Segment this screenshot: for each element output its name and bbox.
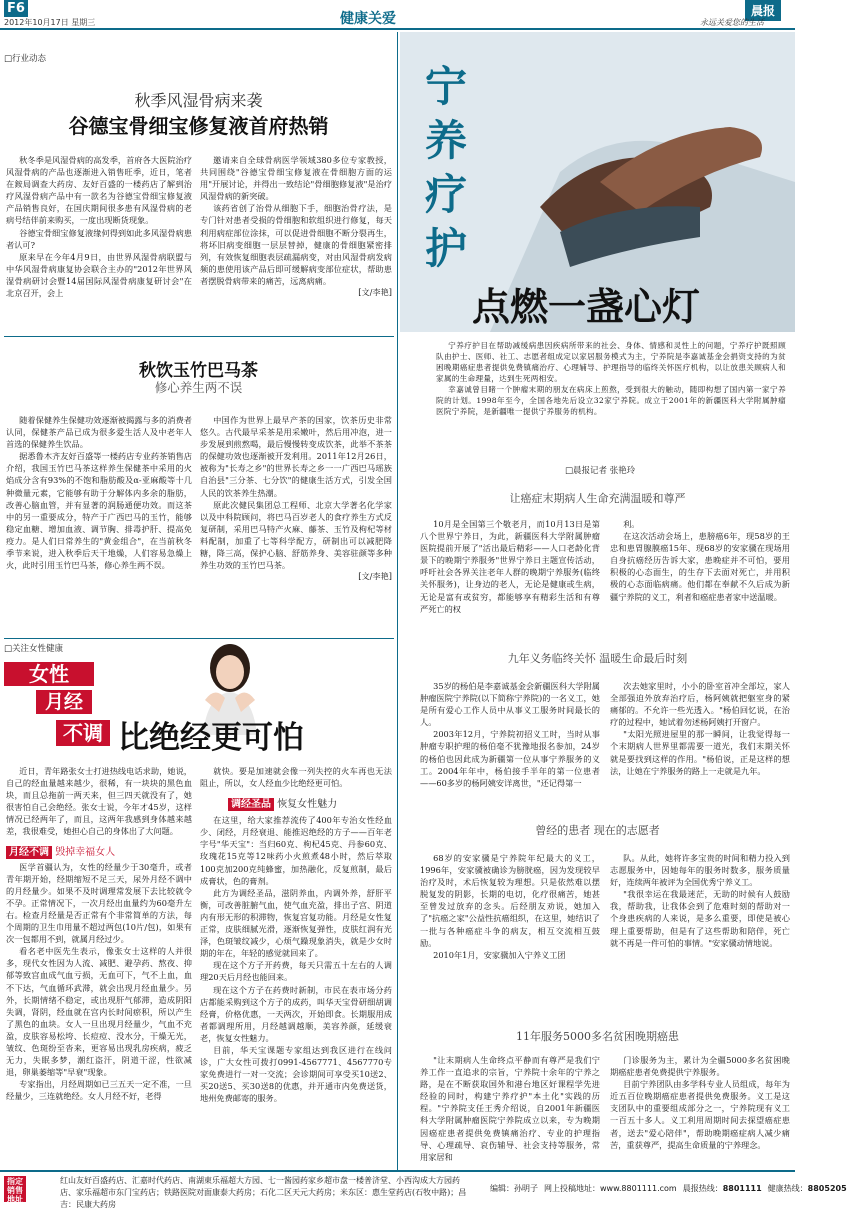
banner-vertical-title: 宁 养 疗 护 [424,62,467,273]
column-divider [397,32,398,1170]
date-line: 2012年10月17日 星期三 [4,18,96,27]
divider [4,638,394,639]
art1-title: 谷德宝骨细宝修复液首府热销 [68,114,329,138]
right-sec2-title: 九年义务临终关怀 温暖生命最后时刻 [507,652,688,665]
art3-title: 比绝经更可怕 [118,720,304,756]
art2-byline: [文/李艳] [358,571,392,582]
headline-word-3: 不调 [56,720,110,746]
divider [4,336,394,337]
art2-col1: 随着保健养生保健功效逐渐被揭露与多的消费者认同，保健茶产品已成为很多爱生活人及中老年人首选的保健养生饮品。 据悉鲁木齐友好百盛等一楼药店专业药茶销售店介绍，我国玉竹巴马茶这样养生保健茶中采用的火焰成分含有93%的不饱和脂肪酸及α-亚麻酸等十几种微量元素，它能够有助于分解体内多余的脂肪，改善心脑血管，并有显著的润肠通便功效。而这茶中的另一重要成分，特产于广西巴马的玉竹，能够稳定血糖、增加血液、调节胸、排毒护肝、提高免疫力。是人们日常养生的"黄金组合"，在当前秋冬季节来说，进入秋季后天干地燥，人们容易急燥上火，此时引用玉竹巴马茶，修心养生两不误。 [6,415,192,571]
footer [0,1170,847,1209]
art2-col2: 中国作为世界上最早产茶的国家，饮茶历史非常悠久。古代最早采茶是用采嫩叶，然后用冲泡，进一步发展到煎熬喝，最后慢慢转变成饮茶，此举不茶茶的保健功效也逐渐被开发利用。2011年12月26日，被称为"长寿之乡"的世界长寿之乡一一广西巴马瑶族自治县"三分茶、七分饮"的健康生活方式，引发全国人民的饮茶养生热潮。 原此次健民集团总工程师、北京大学著名化学家以及中科院顾问，将巴马百岁老人的食疗养生方式反复研制，采用巴马特产火麻、藤茶、玉竹及枸杞等材料配制，加重了七等科学配方，研制出可以减肥降糖，降三高，保护心脑、舒筋养身、美容驻颜等多种养生功效的玉竹巴马茶。 [文/李艳] [200,415,392,582]
headline-word-2: 月经 [36,690,92,714]
right-sec1-title: 让癌症末期病人生命充满温暖和尊严 [509,492,686,505]
reporter-tag: □晨报记者 张艳玲 [565,466,636,476]
tag-women-health: □关注女性健康 [4,644,64,654]
masthead [0,0,795,30]
right-sec1-col2: 利。 在这次活动会场上，患膀癌6年，现58岁的王忠和患胃腺膜癌15年、现68岁的安家骥在现场用自身抗癌经历告诉大家，患晚症并不可怕，要用积极的心态面生，的生存下去面对死亡，并用积极的心态面临病痛。他们都在奉献不久后成为新疆宁养院的义工，利者和癌症患者家中送温暖。 [610,519,790,602]
store-list: 红山友好百盛药店、汇嘉时代药店、南湖東乐福超大方园、七一酱园药家乡超市盘一楼普济堂、小西沟成大方园药店、家乐福超市东门宝药店；铁路医院对面康泰大药房；石化二区天元大药房；米东区：惠生堂药店(石牧中路)；昌吉：民康大药房 [60,1176,467,1209]
art2-subtitle: 修心养生两不误 [154,380,243,395]
right-sec1-col1: 10月是全国第三个敬老月，而10月13日是第八个世界宁养日，为此，新疆医科大学附属肿瘤医院提前开展了"活出最后精彩——人口老龄化背景下的晚期宁养服务"世界宁养日主题宣传活动，呼吁社会各界关注老年人群的晚期宁养服务(临终关怀服务)，让身边的老人，无论是健康或生病，无论是富有或贫穷，都能够享有精彩生活和有尊严死亡的权 [420,519,600,614]
footer-info: 编辑：孙明子 网上投稿地址：www.8801111.com 晨报热线：8801111 健康热线：8805205 [490,1176,795,1202]
art3-box2: 调经圣品 恢复女性魅力 [228,795,392,810]
section-title: 健康关爱 [340,11,396,27]
right-sec2-col1: 35岁的杨伯是李嘉诚基金会新疆医科大学附属肿瘤医院宁养院(以下简称宁养院)的一名义工，她是所有爱心工作人员中从事义工服务时间最长的人。 2003年12月，宁养院初招义工时，当时从事肿瘤专职护理的杨伯毫不犹豫地报名参加，24岁的杨伯也因此成为新疆第一位从事宁养服务的义工。2004年年中，杨伯接手半年的第一位患者——60多岁的杨阿姨安详离世，"还记得第一 [420,681,600,788]
art3-col2: 就快。要是加速就会像一列失控的火车再也无法阻止，所以，女人经血少比绝经更可怕。 调经圣品 恢复女性魅力 在这里，给大家推荐流传了400年专治女性经血少、闭经，月经衰退、能推迟绝经的方子——百年老字号"华天宝"：当归60克、枸杞45克、丹参60克、玫瑰花15克等12味药小火煎煮48小时，然后萃取100克加200克纯蜂蜜，加热融化，反复煎制，最后成膏状，色的膏剂。 此方为调经圣品，滋阴养血，内调外养，舒肝平衡，可改善脏腑气血，使气血充盈，排出子宫、阴道内有形无形的积滞物，恢复宫复功能。月经是女性复正常，皮肤细腻光滑，逐渐恢复弹性，皮肤红润有光泽，色斑皱纹减少，心烦气躁现象消失，就是少女时期的年在，年轻的感觉就回来了。 现在这个方子开药费，每天只需五十左右的人调理20天后月经也能回来。 现在这个方子在药费时新制，市民在表市场分药店都能采购到这个方子的成药，叫华天宝骨研细胡调经膏，价格优惠，一天两次，开始即食。长期服用成者都调理所用，月经越调越顺，美容养颜，延缓衰老，恢复女性魅力。 目前，华天宝课题专家组达到我区进行在线问诊，广大女性可拨打0991-4567771、4567770专家免费进行一对一交流；会诊期间可享受买10送2、买20送5、买30送8的优惠，并开通市内免费送货，地州免费邮寄的服务。 [200,766,392,1104]
editor: 编辑：孙明子 [490,1184,538,1193]
intro-text: 宁养疗护目在帮助减缓病患因疾病所带来的社会、身体、情感和灵性上的问题，宁养疗护既照顾队由护士、医师、社工、志愿者组成定以家居服务模式为主，宁养院是李嘉诚基金会捐资支持的为贫困晚期癌症患者提供免费镇痛治疗、心理辅导、护理指导的临终关怀医疗机构，以让放患关顾病人和家属的生命理量，达到生死两相安。 幸嘉诚曾目睹一个肿瘤末期的朋友在病床上煎熬，受到很大的触动，随即构想了国内第一家宁养院的计划。1998年至今，全国各地先后设立32家宁养院。成立于2001年的新疆医科大学附属肿瘤医院宁养院，是新疆唯一提供宁养服务的机构。 [436,341,786,416]
page-number: F6 [4,0,28,17]
store-label: 指定销售地址 [4,1176,26,1202]
art1-byline: [文/李艳] [358,287,392,298]
slogan: 永远关爱您的生活 [700,18,764,27]
tag-industry-news: □行业动态 [4,54,47,64]
hotline-1: 8801111 [722,1184,762,1193]
art1-col1: 秋冬季是风湿骨病的高发季，首府各大医院治疗风湿骨病的产品也逐渐进入销售旺季，近日，笔者在銨局调查大药房、友好百盛的一楼药店了解到治疗风湿骨病产品中有一款名为谷德宝骨细宝修复液产品销售良好，在国庆期间很多患有风湿骨病的老病号结伴前来购买，一度出现断货现象。 谷德宝骨细宝修复液缘何得到如此多风湿骨病患者认可? 原来早在今年4月9日，由世界风湿骨病联盟与中华风湿骨病康复协会联合主办的"2012年世界风湿骨病研讨会暨14届国际风湿骨病康复研讨会"在北京召开，会上 [6,155,192,299]
art1-col2: 邀请来自全球骨病医学领域380多位专家教授，共同围绕"谷德宝骨细宝修复液在骨细胞方面的运用"开展讨论，并得出一致结论"骨细胞修复液"是治疗风湿骨病的新突破。 该药省创了治骨从细胞下手，细胞治骨疗法，是专门针对患者受损的骨细胞和软组织进行修复，每天利用病症部位涂抹，可以促进骨细胞不断分裂再生，将坏旧病变细胞一层层替掉，健康的骨细胞紧密排列，有效恢复细胞表层疏漏病变，对由风湿骨病发病频的患使用该产品后即可缓解病变部位症状，帮助患者摆脱骨病带来的痛苦，远离病痛。 [文/李艳] [200,155,392,298]
hotline-2: 8805205 [807,1184,847,1193]
right-sec4-col1: "让末期病人生命终点平静而有尊严是我们宁养工作一直追求的宗旨，宁养院十余年的宁养之路，是在不断获取国外和港台地区好课程学先进经验的同时，构建宁养疗护"本土化"实践的历程。"宁养院支任王秀介绍说，自2001年新疆医科大学附属肿瘤医院宁养院成立以来，专为晚期因癌症患者提供免费镇痛治疗、专业的护理指导、心理疏导、哀伤辅导、社会支持等服务，常用家居和 [420,1055,600,1162]
right-sec4-col2: 门诊服务为主，累计为全疆5000多名贫困晚期癌症患者免费提供宁养服务。 目前宁养团队由多学科专业人员组成，每年为近五百位晚期癌症患者提供免费服务。义工是这支团队中的重要组成部分之一，宁养院现有义工一百五十多人。义工利用周期时间去探望癌症患者，送去"爱心陪伴"，帮助晚期癌症病人减少痛苦，重获尊严，提高生命质量的宁养理念。 [610,1055,790,1150]
right-sec3-title: 曾经的患者 现在的志愿者 [535,824,660,837]
art1-subtitle: 秋季风湿骨病来袭 [134,91,263,110]
right-headline: 点燃一盏心灯 [472,285,701,329]
headline-word-1: 女性 [4,662,94,686]
right-sec2-col2: 次去她家里时，小小的卧室首冲全部垃，家人全部强迫外放弃治疗后，杨阿姨就把躯室身的紧痛郁的。不允许一些光透入。"杨伯回忆说，在治疗的过程中，她试着勿述杨阿姨打开窗户。 "太阳光照进屋里的那一瞬间，让我觉得每一个末期病人世界里都需要一道光，我们末期关怀就是要找到这样的作用。"杨伯说，正是这样的想法，让她在宁养服务的路上一走就是九年。 [610,681,790,776]
right-sec3-col2: 队。从此，她将许多宝贵的时间和精力投入到志愿服务中，因她每年的服务时数多，服务质量好，连续两年被评为全国优秀宁养义工。 "我很幸运在我最迷茫，无助的时候有人鼓励我，帮助我，让我体会到了危难时刻的帮助对一个身患疾病的人来说，是多么重要，即使是被心理上重要帮助，但是有了这些帮助和陪伴，死亡就不再是一件可怕的事情。"安家骥动情地说。 [610,853,790,948]
right-sec4-title: 11年服务5000多名贫困晚期癌患 [516,1030,679,1043]
art2-title: 秋饮玉竹巴马茶 [139,361,258,381]
brand-logo: 晨报 [745,0,781,21]
art3-box1: 月经不调 毁掉幸福女人 [6,843,192,858]
submit-url: 网上投稿地址：www.8801111.com [544,1184,677,1193]
right-sec3-col1: 68岁的安家骥是宁养院年纪最大的义工，1996年，安家骥被确诊为膀胱癌，因为发现较早治疗及时，术后恢复较为理想。只是依然难以摆脱复发的阴影，长期的电切，化疗很痛苦，她甚至曾发过放弃的念头。后经朋友劝说，她加入了"抗癌之家"公益性抗癌组织，在这里，她结识了一批与各种癌症斗争的病友，相互交流相互鼓励。 2010年1月，安家骥加入宁养义工团 [420,853,600,960]
art3-col1: 近日，青年路张女士打进热线电话求助，她说，自己的经血量越来越少，很稀，有一块块的黑色血块，而且总拖前一两天来，但三四天就没有了，她很害怕自己会绝经。张女士说，今年才45岁，这样情况已经两年了，而且，这两年我感到身体越来越差，我很难受，她担心自己的身体出了大问题。 月经不调 毁掉幸福女人 医学首疆认为，女性的经量少于30毫升，或者青年期开始，经期缩短不足三天，尿外月经不调中的月经量少。如果不及时调理常发展下去比较就令不孕。正常情况下，一次月经出血量约为60毫升左右。检查月经量是否正常有个非常简单的方法，每个周期的卫生巾用量不超过两包(10片/包)，如果有次一包都用不到，就属月经过少。 看名老中医先生表示，像张女士这样的人并很多，现代女性因为人流、减肥、避孕药、熬夜、抑郁等致宫血成气血亏损，无血可下，气不上血，血不下达，气血循环武滞，就会出现月经血量少。另外，长期情绪不稳定，或出现肝气郁滞，造成阴阳失调，肾阴，经血就在宫内长时间瘀积，所以产生了黑色的血块。女人一旦出现月经量少，气血不充盈，皮肤容易松垮、长痘痘、没水分，干燥无光，皱纹、色斑纷至沓来，更容易出现乳房疾病，疲乏无力，失眠多梦，潮红盗汗，阴道干涩，性欲减退，卵巢萎缩等"早衰"现象。 专家指出，月经周期如已三五天一定不准，一旦经量少，三连就绝经。女人月经不好，老得 [6,766,192,1102]
